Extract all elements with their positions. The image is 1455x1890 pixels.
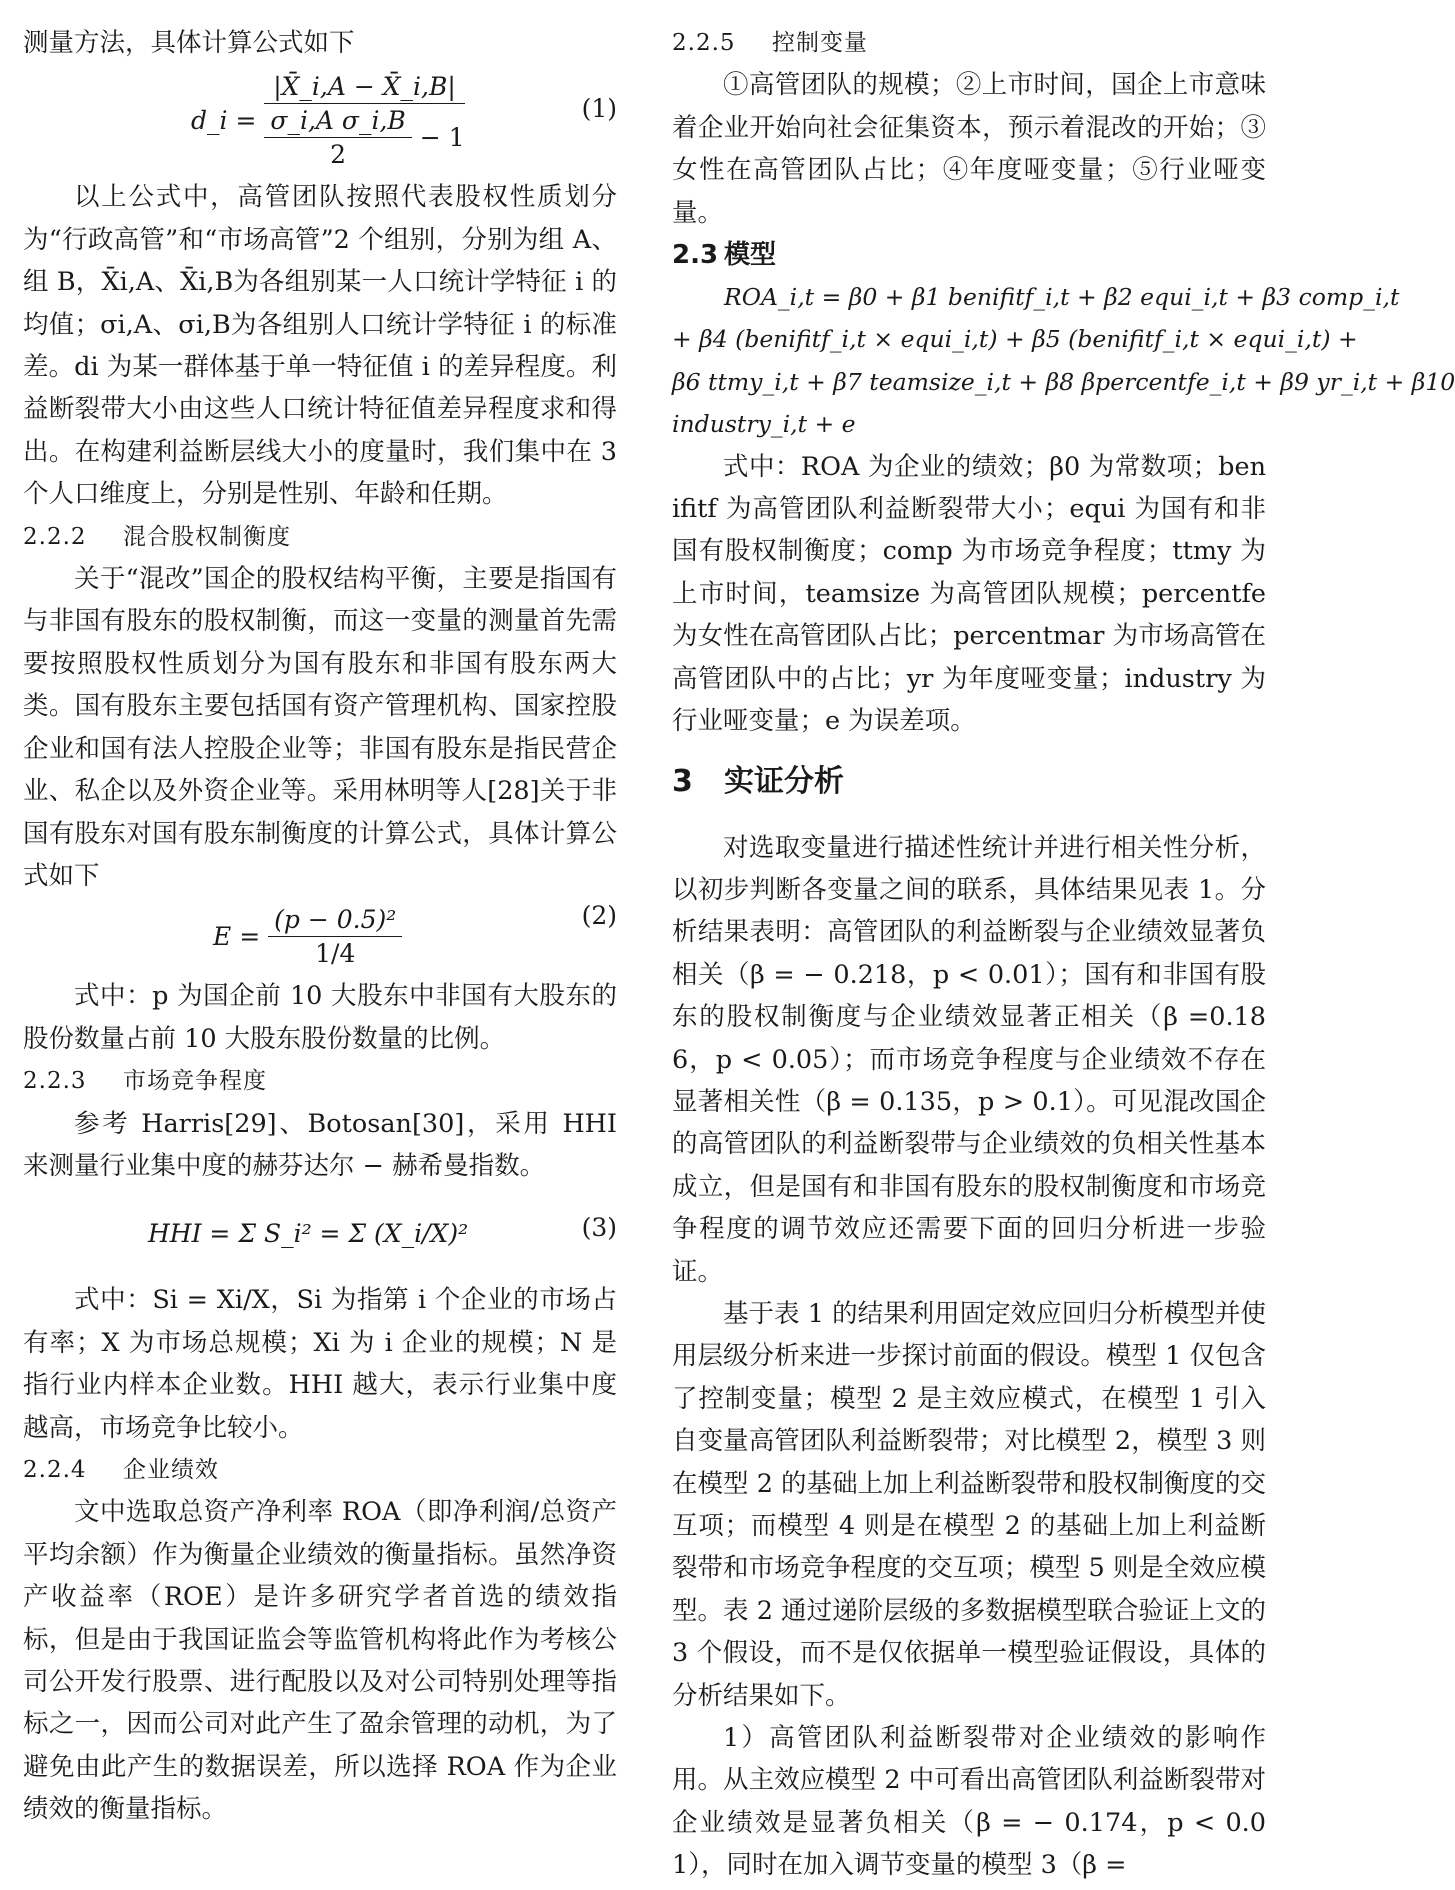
- paragraph-main-effect: 1）高管团队利益断裂带对企业绩效的影响作用。从主效应模型 2 中可看出高管团队利益断裂带对企业绩效是显著负相关（β = − 0.174，p < 0.01），同时在加入调节变量的模型 3（β =: [672, 1723, 1266, 1881]
- eq1-fraction: [264, 72, 464, 169]
- eq3-formula: HHI = Σ S_i² = Σ (X_i/X)²: [148, 1218, 469, 1248]
- model-equation: [672, 276, 1455, 446]
- eq2-numerator: (p − 0.5)²: [268, 905, 402, 937]
- section-heading-2-2-5: [672, 22, 1266, 64]
- section-title: 实证分析: [724, 763, 844, 799]
- model-line-4: industry_i,t + e: [672, 410, 856, 439]
- eq1-numerator: |X̄_i,A − X̄_i,B|: [264, 72, 464, 104]
- section-number: 2.3: [672, 240, 719, 271]
- section-heading-3: [672, 761, 1266, 803]
- paragraph-team-groups: 以上公式中，高管团队按照代表股权性质划分为“行政高管”和“市场高管”2 个组别，分别为组 A、组 B，X̄i,A、X̄i,B为各组别某一人口统计学特征 i 的均值；σi,A、σi,B为各组别人口统计学特征 i 的标准差。di 为某一群体基于单一特征值 i 的差异程度。利益断裂带大小由这些人口统计特征值差异程度求和得出。在构建利益断层线大小的度量时，我们集中在 3 个人口维度上，分别是性别、年龄和任期。: [23, 182, 617, 510]
- eq3-number: (3): [581, 1213, 617, 1243]
- model-line-1: ROA_i,t = β0 + β1 benifitf_i,t + β2 equi_i,t + β3 comp_i,t: [724, 283, 1400, 312]
- section-title: 控制变量: [772, 30, 868, 56]
- section-number: 3: [672, 763, 693, 799]
- model-line-2: + β4 (benifitf_i,t × equi_i,t) + β5 (benifitf_i,t × equi_i,t) +: [672, 325, 1358, 354]
- eq2-number: (2): [581, 901, 617, 931]
- eq1-denominator-bottom: 2: [330, 139, 347, 169]
- eq1-minus-one: − 1: [419, 122, 465, 152]
- section-heading-2-3: [672, 234, 1266, 276]
- section-title: 企业绩效: [123, 1456, 219, 1483]
- eq1-lhs: d_i =: [191, 105, 257, 135]
- eq1-denominator-top: σ_i,A σ_i,B: [264, 106, 411, 138]
- section-heading-2-2-2: [23, 516, 617, 558]
- paragraph-regression-models: 基于表 1 的结果利用固定效应回归分析模型并使用层级分析来进一步探讨前面的假设。模型 1 仅包含了控制变量；模型 2 是主效应模式，在模型 1 引入自变量高管团队利益断裂带；对比模型 2，模型 3 则在模型 2 的基础上加上利益断裂带和股权制衡度的交互项；而模型 4 则是在模型 2 的基础上加上利益断裂带和市场竞争程度的交互项；模型 5 则是全效应模型。表 2 通过递阶层级的多数据模型联合验证上文的 3 个假设，而不是仅依据单一模型验证假设，具体的分析结果如下。: [672, 1298, 1266, 1711]
- eq2-lhs: E =: [213, 921, 261, 951]
- paragraph-equity-balance: 关于“混改”国企的股权结构平衡，主要是指国有与非国有股东的股权制衡，而这一变量的测量首先需要按照股权性质划分为国有股东和非国有股东两大类。国有股东主要包括国有资产管理机构、国家控股企业和国有法人控股企业等；非国有股东是指民营企业、私企以及外资企业等。采用林明等人[28]关于非国有股东对国有股东制衡度的计算公式，具体计算公式如下: [23, 564, 617, 891]
- eq2-denominator: 1/4: [315, 938, 356, 968]
- section-number: 2.2.5: [672, 30, 736, 56]
- section-number: 2.2.3: [23, 1068, 87, 1095]
- section-heading-2-2-3: [23, 1060, 617, 1102]
- eq1-number: (1): [581, 94, 617, 124]
- left-column: [23, 22, 617, 1831]
- paragraph-performance: 文中选取总资产净利率 ROA（即净利润/总资产平均余额）作为衡量企业绩效的衡量指标。虽然净资产收益率（ROE）是许多研究学者首选的绩效指标，但是由于我国证监会等监管机构将此作为考核公司公开发行股票、进行配股以及对公司特别处理等指标之一，因而公司对此产生了盈余管理的动机，为了避免由此产生的数据误差，所以选择 ROA 作为企业绩效的衡量指标。: [23, 1497, 617, 1825]
- paragraph-hhi-intro: 参考 Harris[29]、Botosan[30]，采用 HHI 来测量行业集中度的赫芬达尔 − 赫希曼指数。: [23, 1108, 617, 1181]
- paragraph-descriptive-stats: 对选取变量进行描述性统计并进行相关性分析，以初步判断各变量之间的联系，具体结果见表 1。分析结果表明：高管团队的利益断裂与企业绩效显著负相关（β = − 0.218，p < 0.01）；国有和非国有股东的股权制衡度与企业绩效显著正相关（β =0.186，p < 0.05）；而市场竞争程度与企业绩效不存在显著相关性（β = 0.135，p > 0.1）。可见混改国企的高管团队的利益断裂带与企业绩效的负相关性基本成立，但是国有和非国有股东的股权制衡度和市场竞争程度的调节效应还需要下面的回归分析进一步验证。: [672, 832, 1266, 1287]
- equation-1: [23, 64, 617, 176]
- equation-3: [23, 1187, 617, 1279]
- right-column: [672, 22, 1455, 1887]
- paragraph-hhi-definition: 式中：Si = Xi/X，Si 为指第 i 个企业的市场占有率；X 为市场总规模；Xi 为 i 企业的规模；N 是指行业内样本企业数。HHI 越大，表示行业集中度越高，市场竞争比较小。: [23, 1285, 617, 1443]
- paragraph-control-variables: ①高管团队的规模；②上市时间，国企上市意味着企业开始向社会征集资本，预示着混改的开始；③女性在高管团队占比；④年度哑变量；⑤行业哑变量。: [672, 70, 1266, 228]
- section-title: 市场竞争程度: [123, 1068, 267, 1095]
- model-line-3: β6 ttmy_i,t + β7 teamsize_i,t + β8 βpercentfe_i,t + β9 yr_i,t + β10: [672, 367, 1455, 396]
- section-number: 2.2.2: [23, 523, 87, 550]
- eq1-inner-fraction: [264, 106, 411, 169]
- section-title: 模型: [724, 240, 777, 271]
- section-title: 混合股权制衡度: [123, 523, 291, 550]
- section-heading-2-2-4: [23, 1449, 617, 1491]
- eq2-fraction: [268, 905, 402, 968]
- equation-2: [23, 897, 617, 975]
- section-number: 2.2.4: [23, 1456, 87, 1483]
- paragraph-model-variables: 式中：ROA 为企业的绩效；β0 为常数项；benifitf 为高管团队利益断裂带大小；equi 为国有和非国有股权制衡度；comp 为市场竞争程度；ttmy 为上市时间，teamsize 为高管团队规模；percentfe 为女性在高管团队占比；percentmar 为市场高管在高管团队中的占比；yr 为年度哑变量；industry 为行业哑变量；e 为误差项。: [672, 451, 1266, 737]
- eq1-denominator: [264, 104, 464, 169]
- paragraph-p-definition: 式中：p 为国企前 10 大股东中非国有大股东的股份数量占前 10 大股东股份数量的比例。: [23, 981, 617, 1054]
- intro-line: 测量方法，具体计算公式如下: [23, 28, 355, 58]
